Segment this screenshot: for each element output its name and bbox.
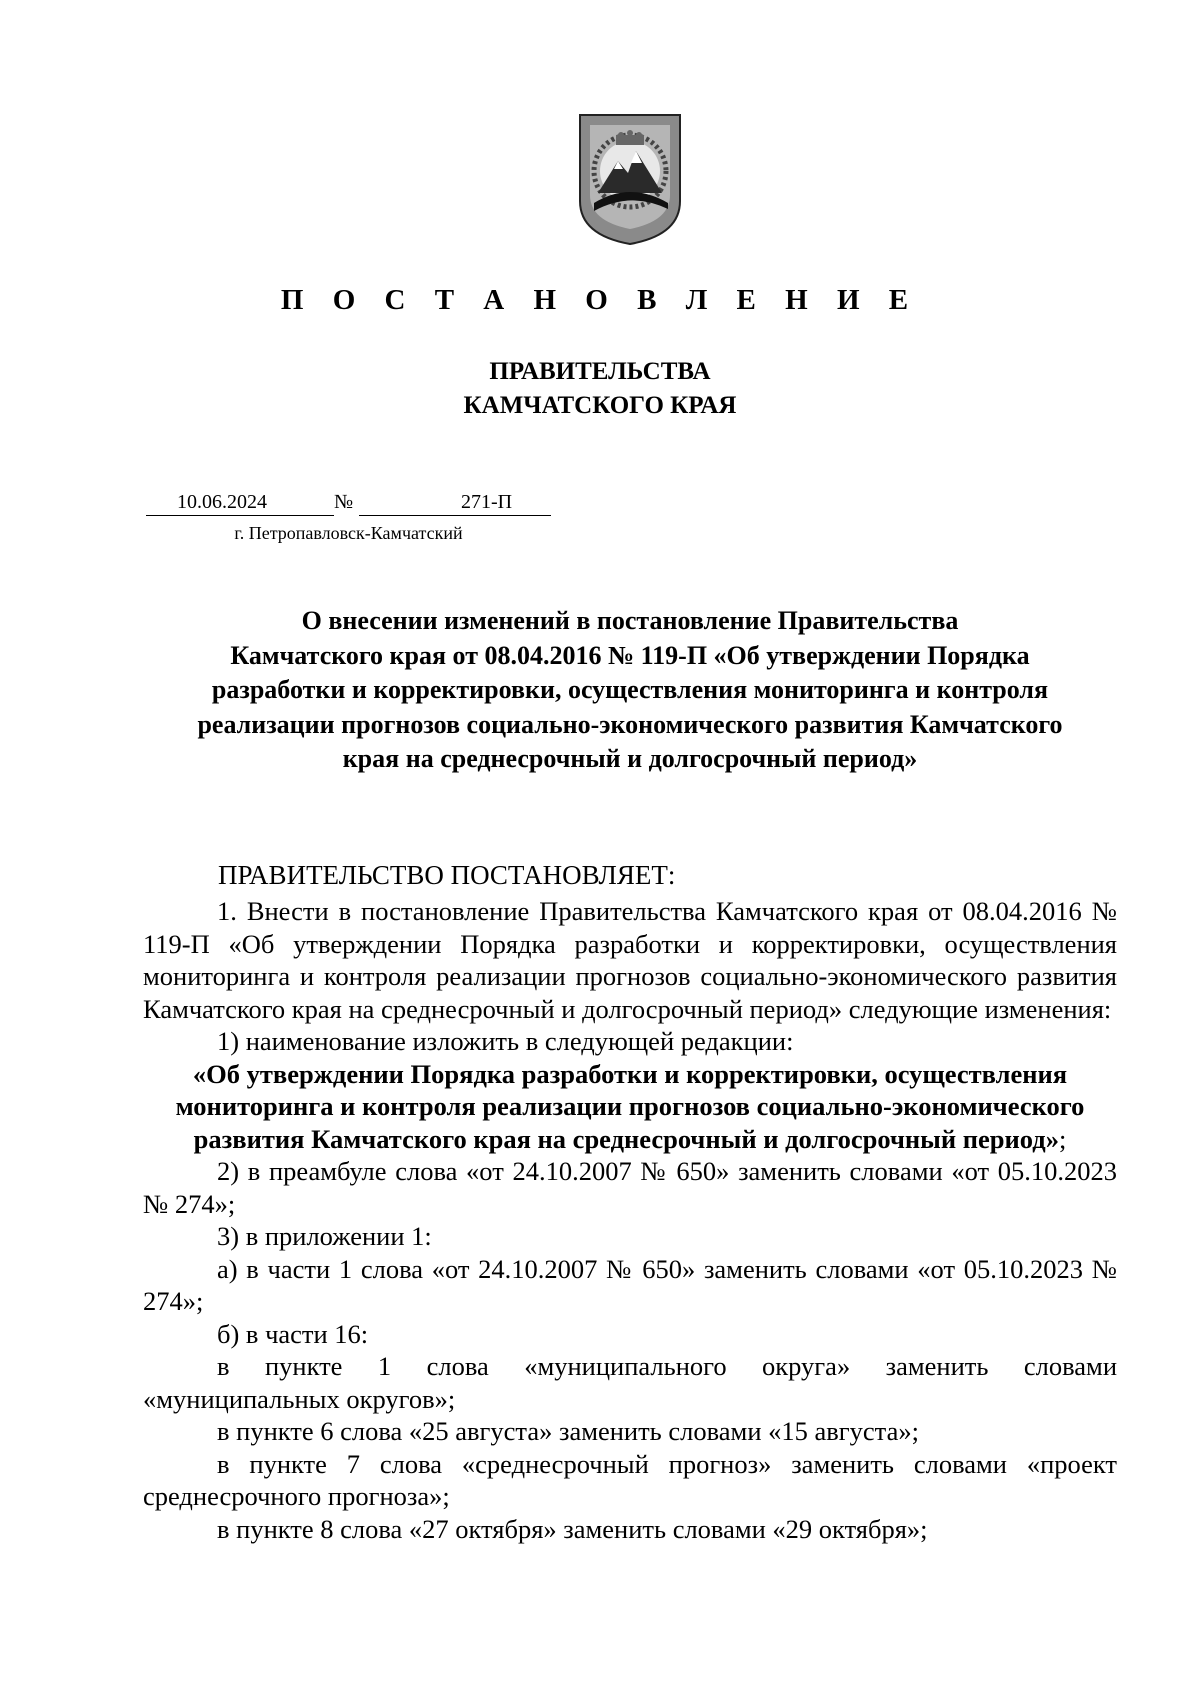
paragraph-point-7: в пункте 7 слова «среднесрочный прогноз» заменить словами «проект среднесрочного прогноза»; xyxy=(143,1448,1117,1511)
document-date: 10.06.2024 xyxy=(177,491,267,513)
paragraph-item-1: 1) наименование изложить в следующей редакции: xyxy=(217,1026,794,1056)
paragraph-point-1: в пункте 1 слова «муниципального округа» заменить словами «муниципальных округов»; xyxy=(143,1351,1117,1414)
document-title-line: разработки и корректировки, осуществления мониторинга и контроля xyxy=(211,675,1049,705)
number-underline xyxy=(359,515,551,516)
registration-block xyxy=(146,489,551,519)
paragraph-item-3: 3) в приложении 1: xyxy=(217,1221,432,1251)
new-title-tail: ; xyxy=(1058,1123,1067,1154)
document-city: г. Петропавловск-Камчатский xyxy=(234,523,463,543)
paragraph-item-3a: а) в части 1 слова «от 24.10.2007 № 650» заменить словами «от 05.10.2023 № 274»; xyxy=(143,1253,1117,1316)
paragraph-item-3b: б) в части 16: xyxy=(217,1318,369,1349)
document-title xyxy=(150,604,1110,777)
issuer-line-2: КАМЧАТСКОГО КРАЯ xyxy=(463,392,737,419)
document-title-line: реализации прогнозов социально-экономического развития Камчатского xyxy=(197,709,1063,739)
paragraph-item-2: 2) в преамбуле слова «от 24.10.2007 № 650» заменить словами «от 05.10.2023 № 274»; xyxy=(143,1156,1117,1219)
number-label: № xyxy=(334,491,354,513)
kamchatka-coat-of-arms-icon xyxy=(576,111,684,247)
document-type-title: П О С Т А Н О В Л Е Н И Е xyxy=(280,284,920,316)
issuer-line-1: ПРАВИТЕЛЬСТВА xyxy=(489,358,711,385)
paragraph-1: 1. Внести в постановление Правительства Камчатского края от 08.04.2016 № 119-П «Об утверждении Порядка разработки и корректировки, осуществления мониторинга и контроля реализации прогнозов социально-экономического развития Камчатского края на среднесрочный и долгосрочный период» следующие изменения: xyxy=(143,896,1117,1024)
issuer-name xyxy=(0,355,1200,423)
new-title-text: «Об утверждении Порядка разработки и корректировки, осуществления мониторинга и контроля реализации прогнозов социально-экономического развития Камчатского края на среднесрочный и долгосрочный период» xyxy=(175,1058,1085,1154)
document-title-line: О внесении изменений в постановление Правительства xyxy=(301,606,959,635)
paragraph-point-8: в пункте 8 слова «27 октября» заменить словами «29 октября»; xyxy=(217,1513,928,1544)
resolves-heading: ПРАВИТЕЛЬСТВО ПОСТАНОВЛЯЕТ: xyxy=(218,860,676,890)
paragraph-point-6: в пункте 6 слова «25 августа» заменить словами «15 августа»; xyxy=(217,1416,919,1446)
date-underline xyxy=(146,515,334,516)
document-title-line: Камчатского края от 08.04.2016 № 119-П «Об утверждении Порядка xyxy=(230,640,1030,670)
document-body xyxy=(143,895,1117,1545)
document-title-line: края на среднесрочный и долгосрочный период» xyxy=(342,744,918,774)
document-number: 271-П xyxy=(461,491,513,513)
new-title-quote xyxy=(143,1058,1117,1156)
